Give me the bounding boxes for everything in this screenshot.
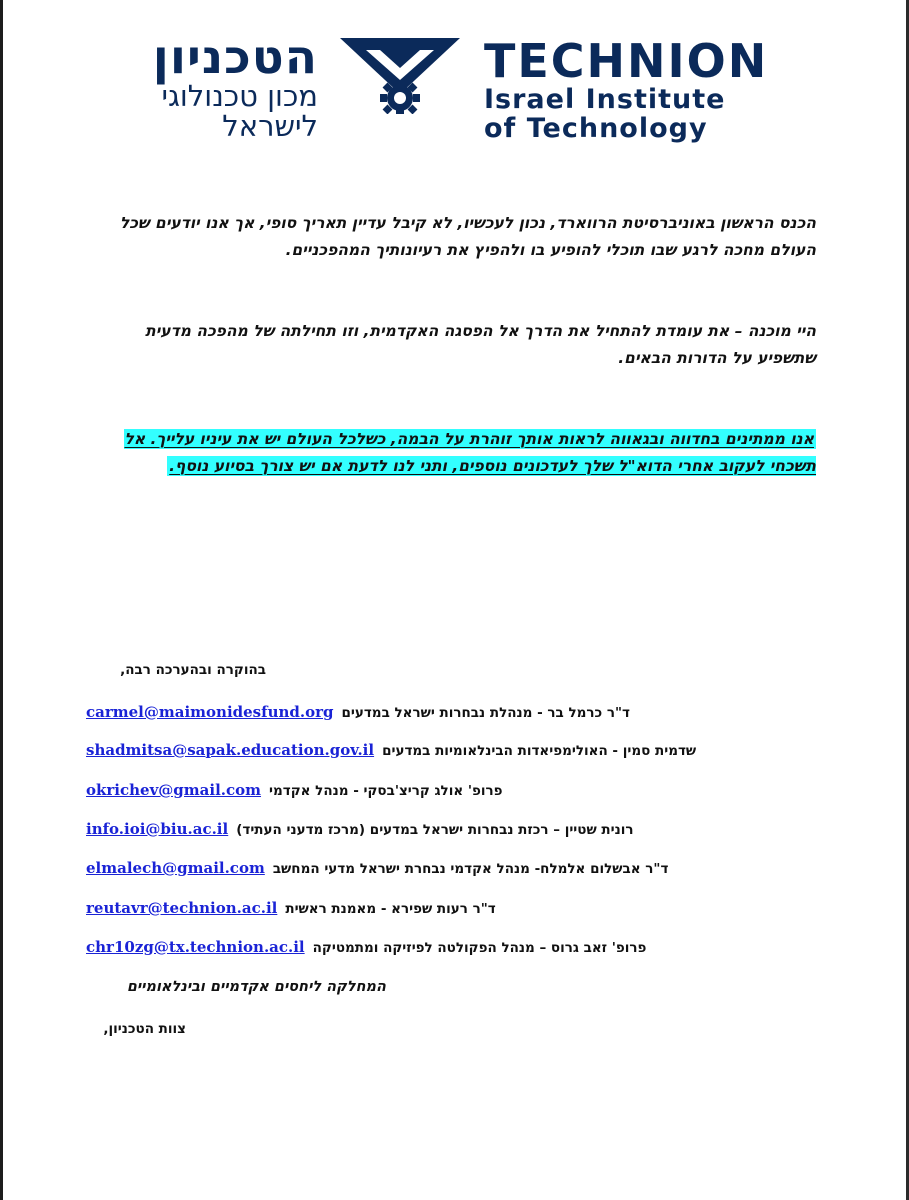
- contact-email-link[interactable]: info.ioi@biu.ac.il: [86, 820, 229, 838]
- logo-hebrew-subtitle-1: מכון טכנולוגי: [161, 79, 318, 113]
- contact-name: ד"ר אבשלום אלמלח- מנהל אקדמי נבחרת ישראל מדעי המחשב: [272, 861, 669, 877]
- contact-row: [86, 781, 726, 799]
- logo-english-subtitle-1: Israel Institute: [484, 84, 726, 115]
- logo-english-wordmark: [484, 34, 769, 144]
- page-edge-left: [0, 0, 3, 1200]
- contact-row: [86, 899, 726, 917]
- contact-name: ד"ר רעות שפירא - מאמנת ראשית: [285, 901, 496, 917]
- contact-row: [86, 703, 726, 721]
- contact-row: [86, 741, 726, 759]
- contact-name: פרופ' אולג קריצ'בסקי - מנהל אקדמי: [269, 783, 503, 799]
- closing-greeting: בהוקרה ובהערכה רבה,: [120, 662, 266, 678]
- logo-english-subtitle-2: of Technology: [484, 113, 708, 144]
- logo-hebrew-name: הטכניון: [152, 30, 318, 85]
- contact-email-link[interactable]: carmel@maimonidesfund.org: [86, 703, 334, 721]
- contact-name: שדמית סמין - האולימפיאדות הבינלאומיות במדעים: [382, 743, 697, 759]
- letter-paragraph-1: הכנס הראשון באוניברסיטת הרווארד, נכון לעכשיו, לא קיבל עדיין תאריך סופי, אך אנו יודעים שכל העולם מחכה לרגע שבו תוכלי להופיע בו ולהפיץ את רעיונותיך המהפכניים.: [119, 214, 816, 259]
- contact-email-link[interactable]: okrichev@gmail.com: [86, 781, 262, 799]
- contact-row: [86, 820, 726, 838]
- logo-hebrew-wordmark: [86, 30, 318, 143]
- department-name: המחלקה ליחסים אקדמיים ובינלאומיים: [126, 979, 386, 995]
- contact-name: ד"ר כרמל בר - מנהלת נבחרות ישראל במדעים: [341, 705, 630, 721]
- contact-email-link[interactable]: shadmitsa@sapak.education.gov.il: [86, 741, 375, 759]
- logo-english-name: TECHNION: [484, 34, 769, 88]
- logo-hebrew-subtitle-2: לישראל: [222, 109, 318, 143]
- team-signoff: צוות הטכניון,: [103, 1021, 186, 1037]
- contact-email-link[interactable]: elmalech@gmail.com: [86, 859, 265, 877]
- contact-name: פרופ' זאב גרוס – מנהל הפקולטה לפיזיקה ומתמטיקה: [312, 940, 647, 956]
- letter-paragraph-3: [96, 426, 816, 480]
- contact-row: [86, 938, 726, 956]
- contact-email-link[interactable]: reutavr@technion.ac.il: [86, 899, 278, 917]
- contact-row: [86, 859, 726, 877]
- contact-name: רונית שטיין – רכזת נבחרות ישראל במדעים (מרכז מדעני העתיד): [236, 822, 634, 838]
- technion-emblem-icon: [336, 36, 464, 114]
- letter-paragraph-2: היי מוכנה – את עומדת להתחיל את הדרך אל הפסגה האקדמית, וזו תחילתה של מהפכה מדעית שתשפיע על הדורות הבאים.: [145, 322, 816, 367]
- highlighted-text: אנו ממתינים בחדווה ובגאווה לראות אותך זוהרת על הבמה, כשלכל העולם יש את עיניו עלייך. אל תשכחי לעקוב אחרי הדוא"ל שלך לעדכונים נוספים, ותני לנו לדעת אם יש צורך בסיוע נוסף.: [124, 430, 816, 475]
- contact-email-link[interactable]: chr10zg@tx.technion.ac.il: [86, 938, 305, 956]
